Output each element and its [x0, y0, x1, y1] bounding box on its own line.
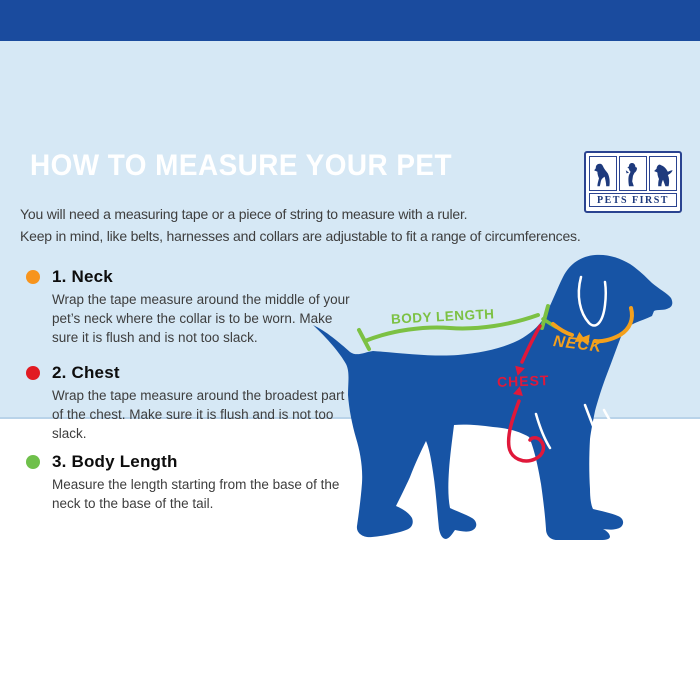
intro-line-2: Keep in mind, like belts, harnesses and collars are adjustable to fit a range of circumferences.	[20, 228, 581, 244]
body-length-label: BODY LENGTH	[390, 306, 495, 327]
sitting-lab-icon	[589, 156, 617, 191]
intro-line-1: You will need a measuring tape or a piece of string to measure with a ruler.	[20, 206, 468, 222]
neck-label: NECK	[552, 333, 604, 356]
step-neck-description: Wrap the tape measure around the middle of your pet’s neck where the collar is to be worn. Make sure it is flush and is not too slack.	[52, 292, 350, 345]
step-body-length-title: 3. Body Length	[52, 452, 178, 471]
step-body-length-description: Measure the length starting from the base of the neck to the base of the tail.	[52, 477, 340, 511]
page-title: HOW TO MEASURE YOUR PET	[30, 149, 453, 182]
chest-leg-line-icon	[604, 410, 619, 434]
pets-first-logo	[584, 151, 682, 213]
begging-dog-icon	[619, 156, 647, 191]
step-chest-description: Wrap the tape measure around the broadest part of the chest. Make sure it is flush and is not too slack.	[52, 388, 345, 441]
dog-silhouette	[313, 255, 672, 540]
chest-label: CHEST	[496, 372, 550, 390]
shepherd-dog-icon	[649, 156, 677, 191]
step-neck-title: 1. Neck	[52, 267, 113, 286]
step-chest-title: 2. Chest	[52, 363, 120, 382]
logo-brand-text: PETS FIRST	[589, 193, 677, 207]
